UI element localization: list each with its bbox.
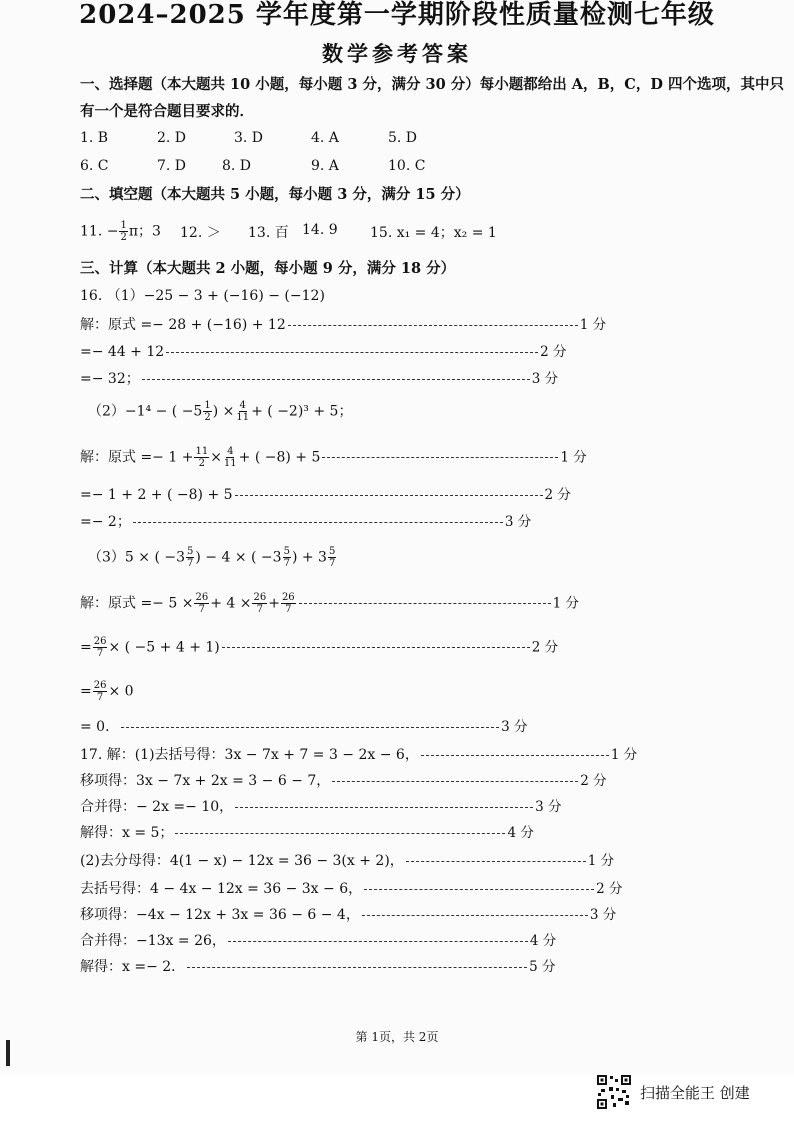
dashed-leader bbox=[364, 889, 594, 890]
score-mark: 2 分 bbox=[580, 773, 607, 789]
fraction: $\frac{5}{7}$ bbox=[187, 546, 194, 569]
solution-step: 解：原式 =− 28 + (−16) + 12 1 分 bbox=[80, 317, 607, 333]
dashed-leader bbox=[133, 522, 503, 523]
dashed-leader bbox=[332, 781, 578, 782]
dashed-leader bbox=[288, 325, 578, 326]
dashed-leader bbox=[235, 495, 543, 496]
solution-step: 解：原式 =− 5 × $\frac{26}{7}$ + 4 × $\frac{26}{7}$ + $\frac{26}{7}$ 1 分 bbox=[80, 592, 580, 615]
fill-answer-12: 12. ＞ bbox=[180, 225, 221, 241]
score-mark: 2 分 bbox=[531, 639, 559, 656]
a11-suffix: π；3 bbox=[128, 223, 161, 240]
fraction: $\frac{26}{7}$ bbox=[253, 592, 267, 615]
mc-answer: 1. B bbox=[80, 130, 109, 146]
solution-step: 合并得：−13x = 26， 4 分 bbox=[80, 933, 557, 949]
score-mark: 3 分 bbox=[504, 514, 532, 530]
solution-step: 解得：x =− 2． 5 分 bbox=[80, 959, 556, 975]
fraction: $\frac{4}{11}$ bbox=[236, 400, 250, 423]
qr-code-icon bbox=[596, 1074, 632, 1110]
mc-answer: 6. C bbox=[80, 158, 109, 174]
dashed-leader bbox=[187, 967, 527, 968]
dashed-leader bbox=[322, 457, 558, 458]
solution-step: 移项得：3x − 7x + 2x = 3 − 6 − 7， 2 分 bbox=[80, 773, 607, 789]
fill-answer-11 bbox=[80, 220, 161, 243]
solution-step: 解：原式 =− 1 + $\frac{11}{2}$ × $\frac{4}{11}$ + ( −8) + 5 1 分 bbox=[80, 446, 587, 469]
fraction: $\frac{1}{2}$ bbox=[120, 220, 127, 243]
fraction: $\frac{26}{7}$ bbox=[281, 592, 295, 615]
score-mark: 2 分 bbox=[540, 344, 567, 360]
score-mark: 1 分 bbox=[552, 595, 580, 612]
solution-step: 17. 解：(1)去括号得：3x − 7x + 7 = 3 − 2x − 6， 1 分 bbox=[80, 747, 638, 763]
page-subtitle: 数学参考答案 bbox=[322, 41, 472, 66]
scanner-watermark: 扫描全能王 创建 bbox=[640, 1084, 750, 1102]
a11-prefix: 11. − bbox=[80, 223, 119, 240]
mc-answer: 3. D bbox=[234, 130, 264, 146]
score-mark: 4 分 bbox=[507, 825, 534, 841]
fraction: $\frac{5}{7}$ bbox=[328, 546, 336, 569]
solution-step: = $\frac{26}{7}$ × 0 bbox=[80, 680, 134, 703]
score-mark: 1 分 bbox=[587, 853, 615, 869]
section1-heading-cont: 有一个是符合题目要求的． bbox=[80, 103, 254, 120]
q16-1-problem: 16. （1）−25 − 3 + (−16) − (−12) bbox=[80, 288, 325, 304]
section1-heading: 一、选择题（本大题共 10 小题，每小题 3 分，满分 30 分）每小题都给出 A，B，C，D 四个选项，其中只 bbox=[80, 76, 784, 93]
fill-answer-14: 14. 9 bbox=[302, 222, 338, 238]
mc-answer: 5. D bbox=[388, 130, 418, 146]
dashed-leader bbox=[362, 915, 588, 916]
fraction: $\frac{5}{7}$ bbox=[283, 546, 290, 569]
dashed-leader bbox=[299, 603, 551, 604]
mc-answer: 9. A bbox=[311, 158, 339, 174]
mc-answer: 8. D bbox=[222, 158, 252, 174]
score-mark: 1 分 bbox=[579, 317, 607, 333]
solution-step: 解得：x = 5； 4 分 bbox=[80, 825, 534, 841]
fill-answer-13: 13. 百 bbox=[248, 225, 289, 241]
dashed-leader bbox=[228, 941, 528, 942]
score-mark: 5 分 bbox=[529, 959, 556, 975]
mc-answer: 7. D bbox=[157, 158, 187, 174]
solution-step: = $\frac{26}{7}$ × ( −5 + 4 + 1) 2 分 bbox=[80, 636, 559, 659]
fraction: $\frac{26}{7}$ bbox=[195, 592, 209, 615]
fraction: $\frac{26}{7}$ bbox=[93, 680, 107, 703]
section3-heading: 三、计算（本大题共 2 小题，每小题 9 分，满分 18 分） bbox=[80, 260, 456, 277]
fraction: $\frac{1}{2}$ bbox=[204, 400, 211, 423]
dashed-leader bbox=[121, 727, 499, 728]
fill-answer-15: 15. x₁ = 4；x₂ = 1 bbox=[370, 225, 497, 241]
dashed-leader bbox=[235, 807, 533, 808]
mc-answer: 4. A bbox=[311, 130, 339, 146]
solution-step: =− 1 + 2 + ( −8) + 5 2 分 bbox=[80, 487, 571, 503]
score-mark: 2 分 bbox=[596, 881, 623, 897]
score-mark: 3 分 bbox=[501, 719, 528, 735]
mc-answer: 2. D bbox=[157, 130, 187, 146]
page-title: 2024–2025 学年度第一学期阶段性质量检测七年级 bbox=[79, 0, 715, 30]
mc-answer: 10. C bbox=[388, 158, 426, 174]
solution-step: =− 32； 3 分 bbox=[80, 371, 559, 387]
dashed-leader bbox=[406, 861, 586, 862]
score-mark: 3 分 bbox=[535, 799, 562, 815]
solution-step: 合并得：− 2x =− 10， 3 分 bbox=[80, 799, 562, 815]
dashed-leader bbox=[222, 647, 530, 648]
dashed-leader bbox=[166, 352, 538, 353]
solution-step: (2)去分母得：4(1 − x) − 12x = 36 − 3(x + 2)， 1 分 bbox=[80, 853, 615, 869]
solution-step: =− 44 + 12 2 分 bbox=[80, 344, 567, 360]
fraction: $\frac{26}{7}$ bbox=[93, 636, 107, 659]
solution-step: 去括号得：4 − 4x − 12x = 36 − 3x − 6， 2 分 bbox=[80, 881, 623, 897]
dashed-leader bbox=[175, 833, 505, 834]
score-mark: 3 分 bbox=[589, 907, 617, 923]
dashed-leader bbox=[421, 755, 609, 756]
score-mark: 1 分 bbox=[610, 747, 638, 763]
section2-heading: 二、填空题（本大题共 5 小题，每小题 3 分，满分 15 分） bbox=[80, 186, 470, 203]
q16-3-problem: （3）5 × ( −3 $\frac{5}{7}$ ) − 4 × ( −3 $\frac{5}{7}$ ) + 3 $\frac{5}{7}$ bbox=[88, 546, 336, 569]
dashed-leader bbox=[142, 379, 530, 380]
solution-step: = 0． 3 分 bbox=[80, 719, 528, 735]
score-mark: 1 分 bbox=[560, 449, 587, 466]
score-mark: 3 分 bbox=[531, 371, 559, 387]
fraction: $\frac{4}{11}$ bbox=[223, 446, 237, 469]
page-number: 第 1页，共 2页 bbox=[355, 1030, 439, 1044]
fraction: $\frac{11}{2}$ bbox=[195, 446, 209, 469]
score-mark: 4 分 bbox=[529, 933, 557, 949]
score-mark: 2 分 bbox=[544, 487, 571, 503]
solution-step: 移项得：−4x − 12x + 3x = 36 − 6 − 4， 3 分 bbox=[80, 907, 617, 923]
q16-2-problem: （2）−1⁴ − ( −5 $\frac{1}{2}$ ) × $\frac{4}{11}$ + ( −2)³ + 5； bbox=[88, 400, 353, 423]
solution-step: =− 2； 3 分 bbox=[80, 514, 532, 530]
